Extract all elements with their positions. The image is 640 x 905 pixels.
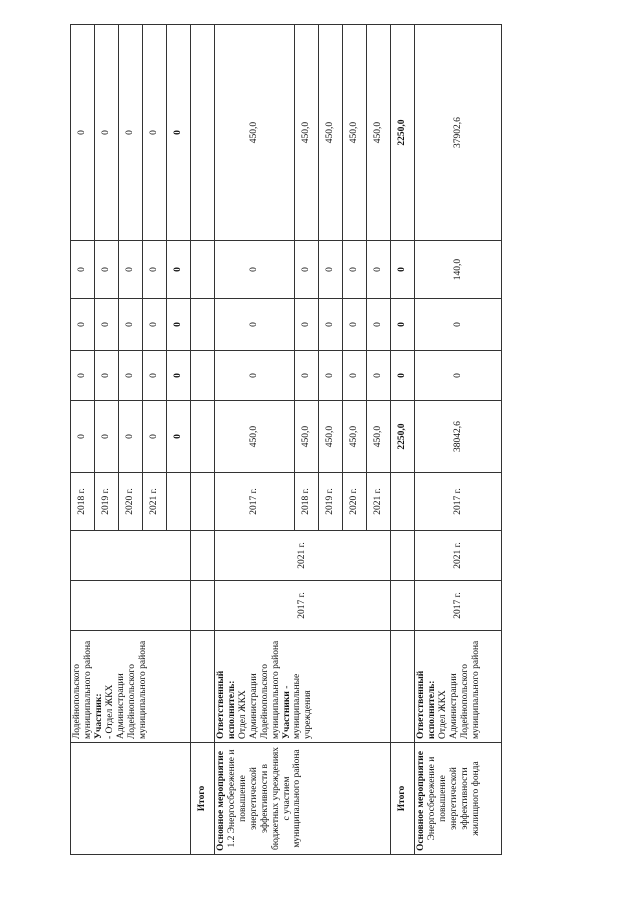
- responsible-text: Отдел ЖКХ Администрации Лодейнопольского муниципального района: [437, 640, 481, 739]
- responsible-label: Ответственный исполнитель:: [416, 670, 437, 739]
- responsible-text: Лодейнопольского муниципального района: [72, 640, 93, 739]
- end-year-cell: 2021 г.: [215, 531, 391, 581]
- total-label: Итого: [391, 743, 415, 855]
- federal-cell: 0: [95, 351, 119, 401]
- other-cell: 0: [71, 25, 95, 241]
- participants-label: Участник:: [93, 693, 104, 739]
- empty-cell: [71, 581, 191, 631]
- start-year-cell: 2017 г.: [215, 581, 391, 631]
- local-cell: 0: [319, 241, 343, 299]
- federal-cell: 0: [167, 351, 191, 401]
- measure-number: 1.2: [226, 835, 237, 848]
- other-cell: 0: [167, 25, 191, 241]
- measure-1-2-cell: [215, 743, 391, 855]
- local-cell: 0: [295, 241, 319, 299]
- participants-text: - муниципальные учреждения: [281, 673, 314, 739]
- year-cell: 2021 г.: [143, 473, 167, 531]
- empty-cell: [167, 473, 191, 531]
- table-row: [71, 25, 95, 855]
- table-row: [415, 25, 502, 855]
- federal-cell: 0: [319, 351, 343, 401]
- total-cell: 38042,6: [415, 401, 502, 473]
- responsible-cell: [215, 631, 391, 743]
- year-cell: 2021 г.: [367, 473, 391, 531]
- empty-cell: [191, 531, 215, 581]
- federal-cell: 0: [295, 351, 319, 401]
- other-cell: 37902,6: [415, 25, 502, 241]
- total-label: Итого: [191, 743, 215, 855]
- responsible-cell: [71, 631, 191, 743]
- local-cell: 0: [343, 241, 367, 299]
- total-cell: 450,0: [215, 401, 295, 473]
- regional-cell: 0: [295, 299, 319, 351]
- local-cell: 140,0: [415, 241, 502, 299]
- empty-cell: [191, 25, 215, 241]
- empty-cell: [71, 531, 191, 581]
- regional-cell: 0: [215, 299, 295, 351]
- empty-cell: [191, 631, 215, 743]
- regional-cell: 0: [71, 299, 95, 351]
- table-row: [215, 25, 295, 855]
- local-cell: 0: [167, 241, 191, 299]
- year-cell: 2018 г.: [295, 473, 319, 531]
- measure-description: Энергосбережение и повышение энергетической эффективности жилищного фонда: [426, 756, 481, 841]
- measure-title: Основное мероприятие: [216, 751, 226, 851]
- responsible-cell: [415, 631, 502, 743]
- participants-text: - Отдел ЖКХ Администрации Лодейнопольского муниципального района: [104, 640, 148, 739]
- other-cell: 450,0: [215, 25, 295, 241]
- other-cell: 0: [95, 25, 119, 241]
- year-cell: 2017 г.: [215, 473, 295, 531]
- end-year-cell: 2021 г.: [415, 531, 502, 581]
- responsible-label: Ответственный исполнитель:: [216, 670, 237, 739]
- local-cell: 0: [119, 241, 143, 299]
- empty-cell: [391, 581, 415, 631]
- empty-cell: [391, 473, 415, 531]
- total-cell: 450,0: [295, 401, 319, 473]
- local-cell: 0: [71, 241, 95, 299]
- year-cell: 2020 г.: [119, 473, 143, 531]
- year-cell: 2018 г.: [71, 473, 95, 531]
- regional-cell: 0: [143, 299, 167, 351]
- regional-cell: 0: [391, 299, 415, 351]
- other-cell: 0: [143, 25, 167, 241]
- measure-1-3-cell: [415, 743, 502, 855]
- empty-cell: [191, 401, 215, 473]
- federal-cell: 0: [143, 351, 167, 401]
- total-cell: 0: [119, 401, 143, 473]
- empty-cell: [391, 631, 415, 743]
- other-cell: 450,0: [319, 25, 343, 241]
- total-cell: 0: [143, 401, 167, 473]
- federal-cell: 0: [119, 351, 143, 401]
- federal-cell: 0: [415, 351, 502, 401]
- total-cell: 450,0: [367, 401, 391, 473]
- federal-cell: 0: [367, 351, 391, 401]
- measure-title: Основное мероприятие: [416, 751, 426, 851]
- federal-cell: 0: [71, 351, 95, 401]
- year-cell: 2020 г.: [343, 473, 367, 531]
- federal-cell: 0: [343, 351, 367, 401]
- regional-cell: 0: [167, 299, 191, 351]
- other-cell: 450,0: [343, 25, 367, 241]
- empty-cell: [71, 743, 191, 855]
- local-cell: 0: [215, 241, 295, 299]
- regional-cell: 0: [319, 299, 343, 351]
- local-cell: 0: [367, 241, 391, 299]
- empty-cell: [191, 241, 215, 299]
- total-cell: 0: [95, 401, 119, 473]
- other-cell: 0: [119, 25, 143, 241]
- federal-cell: 0: [391, 351, 415, 401]
- local-cell: 0: [143, 241, 167, 299]
- local-cell: 0: [95, 241, 119, 299]
- total-cell: 450,0: [319, 401, 343, 473]
- regional-cell: 0: [95, 299, 119, 351]
- year-cell: 2017 г.: [415, 473, 502, 531]
- participants-label: Участники: [281, 691, 292, 739]
- start-year-cell: 2017 г.: [415, 581, 502, 631]
- regional-cell: 0: [343, 299, 367, 351]
- year-cell: 2019 г.: [95, 473, 119, 531]
- measure-description: Энергосбережение и повышение энергетической эффективности в бюджетных учреждениях с участием муниципального района: [226, 746, 303, 851]
- table-row: [391, 25, 415, 855]
- regional-cell: 0: [119, 299, 143, 351]
- empty-cell: [191, 473, 215, 531]
- total-cell: 450,0: [343, 401, 367, 473]
- other-cell: 450,0: [367, 25, 391, 241]
- responsible-text: Отдел ЖКХ Администрации Лодейнопольского муниципального района: [237, 640, 281, 739]
- other-cell: 450,0: [295, 25, 319, 241]
- federal-cell: 0: [215, 351, 295, 401]
- rotated-page: [70, 25, 495, 855]
- empty-cell: [191, 351, 215, 401]
- regional-cell: 0: [367, 299, 391, 351]
- local-cell: 0: [391, 241, 415, 299]
- total-cell: 2250,0: [391, 401, 415, 473]
- empty-cell: [191, 299, 215, 351]
- total-cell: 0: [71, 401, 95, 473]
- empty-cell: [191, 581, 215, 631]
- year-cell: 2019 г.: [319, 473, 343, 531]
- total-cell: 0: [167, 401, 191, 473]
- regional-cell: 0: [415, 299, 502, 351]
- program-table: [70, 24, 502, 855]
- empty-cell: [391, 531, 415, 581]
- other-cell: 2250,0: [391, 25, 415, 241]
- table-row: [191, 25, 215, 855]
